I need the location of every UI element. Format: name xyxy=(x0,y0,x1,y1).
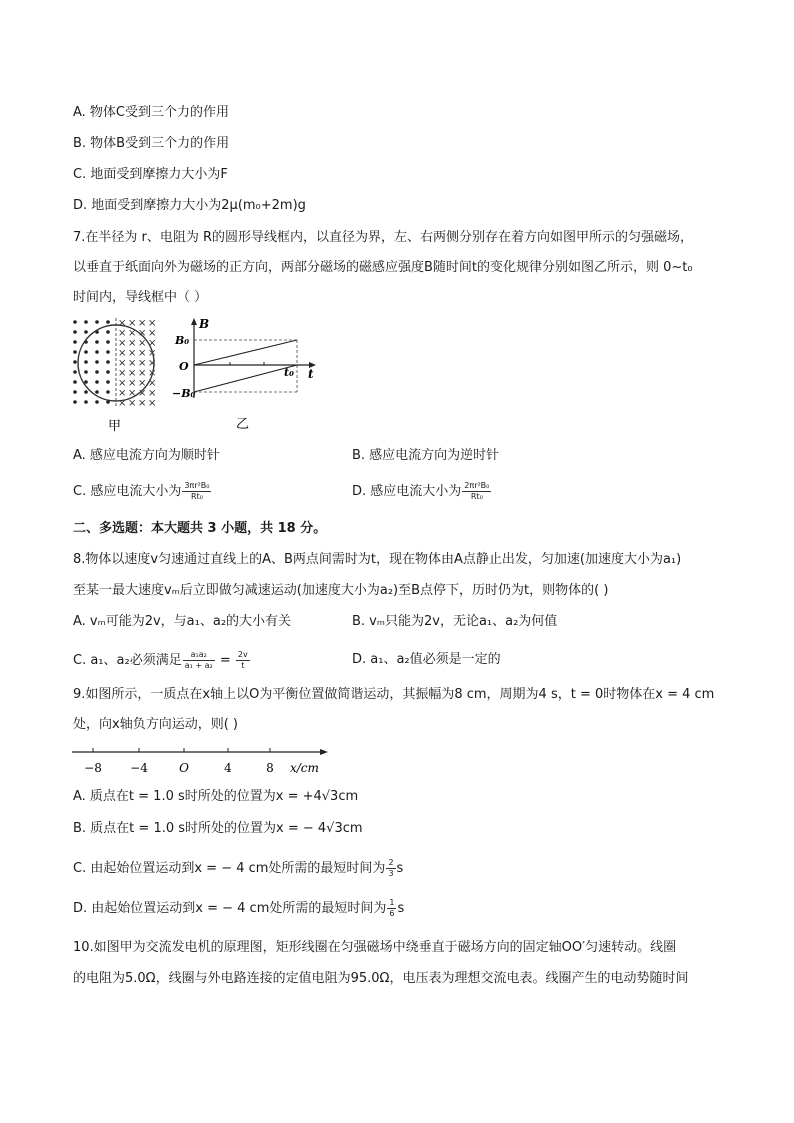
field-dot xyxy=(106,390,110,394)
fig-yi-label: 乙 xyxy=(236,417,250,432)
field-cross: × xyxy=(118,358,127,369)
field-cross: × xyxy=(128,398,137,409)
field-cross: × xyxy=(148,368,157,379)
q7-figure-jia xyxy=(70,316,160,436)
field-dot xyxy=(73,360,77,364)
field-cross: × xyxy=(148,328,157,339)
q7-option-c-prefix: C. 感应电流大小为 xyxy=(73,484,182,499)
field-dot xyxy=(73,390,77,394)
field-cross: × xyxy=(138,328,147,339)
field-dot xyxy=(84,360,88,364)
field-cross: × xyxy=(138,398,147,409)
field-dot xyxy=(95,400,99,404)
q9-option-d-prefix: D. 由起始位置运动到x = − 4 cm处所需的最短时间为 xyxy=(73,901,387,916)
x-axis-tick-label: −8 xyxy=(84,761,102,775)
field-dot xyxy=(106,370,110,374)
q9-x-axis-figure xyxy=(68,744,338,778)
field-cross: × xyxy=(138,378,147,389)
field-dot xyxy=(73,400,77,404)
q9-d-numerator: 1 xyxy=(389,898,395,907)
q9-c-unit: s xyxy=(396,861,404,876)
graph-neg-b0-label: −B₀ xyxy=(172,387,196,400)
field-dot xyxy=(84,370,88,374)
field-dot xyxy=(84,350,88,354)
field-cross: × xyxy=(148,318,157,329)
field-dot xyxy=(73,330,77,334)
field-dot xyxy=(84,390,88,394)
field-cross: × xyxy=(128,348,137,359)
q9-stem-line-2: 处，向x轴负方向运动，则( ) xyxy=(73,717,238,732)
q8-option-c xyxy=(73,650,251,671)
field-dot xyxy=(73,380,77,384)
graph-ylabel: B xyxy=(199,317,210,331)
q8-c-numerator-1: a₁a₂ xyxy=(183,650,215,661)
field-cross: × xyxy=(148,348,157,359)
q8-c-denominator-2: t xyxy=(241,661,245,670)
field-dot xyxy=(106,350,110,354)
q9-option-c xyxy=(73,858,403,879)
field-dot xyxy=(73,370,77,374)
q8-c-numerator-2: 2v xyxy=(237,650,248,659)
field-dot xyxy=(73,350,77,354)
q9-c-numerator: 2 xyxy=(388,858,394,867)
q8-option-c-prefix: C. a₁、a₂必须满足 xyxy=(73,653,182,668)
graph-t0-label: t₀ xyxy=(284,366,294,379)
q9-d-denominator: 6 xyxy=(389,909,395,918)
field-cross: × xyxy=(148,378,157,389)
field-cross: × xyxy=(118,368,127,379)
x-axis-tick-label: O xyxy=(179,761,189,775)
q7-option-d-prefix: D. 感应电流大小为 xyxy=(352,484,462,499)
field-cross: × xyxy=(118,398,127,409)
field-cross: × xyxy=(148,358,157,369)
field-dot xyxy=(95,340,99,344)
section-2-heading: 二、多选题：本大题共 3 小题，共 18 分。 xyxy=(73,521,327,536)
field-dot xyxy=(95,380,99,384)
q7-option-b: B. 感应电流方向为逆时针 xyxy=(352,448,500,463)
q10-stem-line-2: 的电阻为5.0Ω，线圈与外电路连接的定值电阻为95.0Ω，电压表为理想交流电表。线圈产生的电动势随时间 xyxy=(73,971,689,986)
field-cross: × xyxy=(148,398,157,409)
q8-option-b: B. vₘ只能为2v，无论a₁、a₂为何值 xyxy=(352,614,558,629)
field-cross: × xyxy=(118,378,127,389)
q7-option-a: A. 感应电流方向为顺时针 xyxy=(73,448,220,463)
q10-stem-line-1: 10.如图甲为交流发电机的原理图，矩形线圈在匀强磁场中绕垂直于磁场方向的固定轴OO′匀速转动。线圈 xyxy=(73,940,677,955)
graph-origin: O xyxy=(179,360,189,373)
upper-line xyxy=(194,340,297,365)
field-dot xyxy=(95,360,99,364)
q6-option-b: B. 物体B受到三个力的作用 xyxy=(73,136,230,151)
q7-figure-yi xyxy=(172,316,322,436)
field-dot xyxy=(84,380,88,384)
field-dot xyxy=(84,330,88,334)
q7-option-d-fraction xyxy=(462,481,491,502)
q9-d-unit: s xyxy=(397,901,405,916)
field-dot xyxy=(84,400,88,404)
q7-option-c xyxy=(73,481,212,502)
field-dot xyxy=(95,320,99,324)
field-cross: × xyxy=(118,388,127,399)
x-axis-arrow xyxy=(320,749,328,755)
x-axis-tick-label: 4 xyxy=(224,761,232,775)
field-dot xyxy=(106,330,110,334)
field-cross: × xyxy=(128,318,137,329)
field-dot xyxy=(106,340,110,344)
q7-stem-line-1: 7.在半径为 r、电阻为 R的圆形导线框内，以直径为界，左、右两侧分别存在着方向如图甲所示的匀强磁场， xyxy=(73,230,694,245)
q7-d-numerator: 2πr²B₀ xyxy=(464,481,490,490)
q8-c-denominator-1: a₁ + a₂ xyxy=(184,661,213,670)
q6-option-d: D. 地面受到摩擦力大小为2μ(m₀+2m)g xyxy=(73,198,306,213)
x-axis-unit: x/cm xyxy=(290,761,319,775)
q9-c-denominator: 3 xyxy=(388,869,394,878)
field-cross: × xyxy=(128,378,137,389)
q6-option-a: A. 物体C受到三个力的作用 xyxy=(73,105,230,120)
q9-option-c-prefix: C. 由起始位置运动到x = − 4 cm处所需的最短时间为 xyxy=(73,861,386,876)
q7-option-c-fraction xyxy=(182,481,211,502)
x-axis-tick-label: −4 xyxy=(130,761,148,775)
q8-option-d: D. a₁、a₂值必须是一定的 xyxy=(352,652,501,667)
x-axis-tick-label: 8 xyxy=(266,761,274,775)
field-cross: × xyxy=(138,338,147,349)
q7-stem-line-3: 时间内，导线框中（ ） xyxy=(73,290,208,305)
q7-c-numerator: 3πr²B₀ xyxy=(184,481,210,490)
q7-d-denominator: Rt₀ xyxy=(470,492,483,501)
field-cross: × xyxy=(128,388,137,399)
field-dot xyxy=(95,390,99,394)
field-cross: × xyxy=(138,358,147,369)
field-dot xyxy=(106,360,110,364)
field-dot xyxy=(73,320,77,324)
graph-xlabel: t xyxy=(308,367,314,381)
q9-option-d xyxy=(73,898,404,919)
field-cross: × xyxy=(138,368,147,379)
field-cross: × xyxy=(138,388,147,399)
field-cross: × xyxy=(118,338,127,349)
q8-c-fraction-1 xyxy=(183,650,215,671)
q8-stem-line-2: 至某一最大速度vₘ后立即做匀减速运动(加速度大小为a₂)至B点停下，历时仍为t，则物体的( ) xyxy=(73,583,609,598)
q8-option-a: A. vₘ可能为2v，与a₁、a₂的大小有关 xyxy=(73,614,292,629)
q8-stem-line-1: 8.物体以速度v匀速通过直线上的A、B两点间需时为t，现在物体由A点静止出发，匀加速(加速度大小为a₁) xyxy=(73,552,682,567)
field-dot xyxy=(73,340,77,344)
q9-stem-line-1: 9.如图所示，一质点在x轴上以O为平衡位置做简谐运动，其振幅为8 cm，周期为4 s，t = 0时物体在x = 4 cm xyxy=(73,687,715,702)
q9-d-fraction xyxy=(387,898,396,919)
field-dot xyxy=(84,320,88,324)
field-cross: × xyxy=(128,368,137,379)
q7-option-d xyxy=(352,481,492,502)
field-cross: × xyxy=(148,388,157,399)
field-dot xyxy=(106,380,110,384)
field-cross: × xyxy=(118,318,127,329)
field-cross: × xyxy=(118,348,127,359)
field-cross: × xyxy=(138,318,147,329)
q9-option-a: A. 质点在t = 1.0 s时所处的位置为x = +4√3cm xyxy=(73,789,359,804)
field-cross: × xyxy=(138,348,147,359)
q6-option-c: C. 地面受到摩擦力大小为F xyxy=(73,167,228,182)
graph-b0-label: B₀ xyxy=(175,334,190,347)
field-dot xyxy=(106,320,110,324)
q9-option-b: B. 质点在t = 1.0 s时所处的位置为x = − 4√3cm xyxy=(73,821,363,836)
q9-c-fraction xyxy=(386,858,395,879)
fig-jia-label: 甲 xyxy=(108,419,122,434)
field-cross: × xyxy=(118,328,127,339)
field-cross: × xyxy=(148,338,157,349)
q7-c-denominator: Rt₀ xyxy=(190,492,203,501)
field-dot xyxy=(95,350,99,354)
q7-stem-line-2: 以垂直于纸面向外为磁场的正方向，两部分磁场的磁感应强度B随时间t的变化规律分别如图乙所示，则 0~t₀ xyxy=(73,260,693,275)
b-axis-arrow xyxy=(191,318,197,325)
q8-c-equals: = xyxy=(215,653,235,668)
lower-line xyxy=(194,365,297,392)
field-cross: × xyxy=(128,328,137,339)
field-dot xyxy=(95,370,99,374)
field-cross: × xyxy=(128,338,137,349)
q8-c-fraction-2 xyxy=(236,650,250,671)
field-cross: × xyxy=(128,358,137,369)
